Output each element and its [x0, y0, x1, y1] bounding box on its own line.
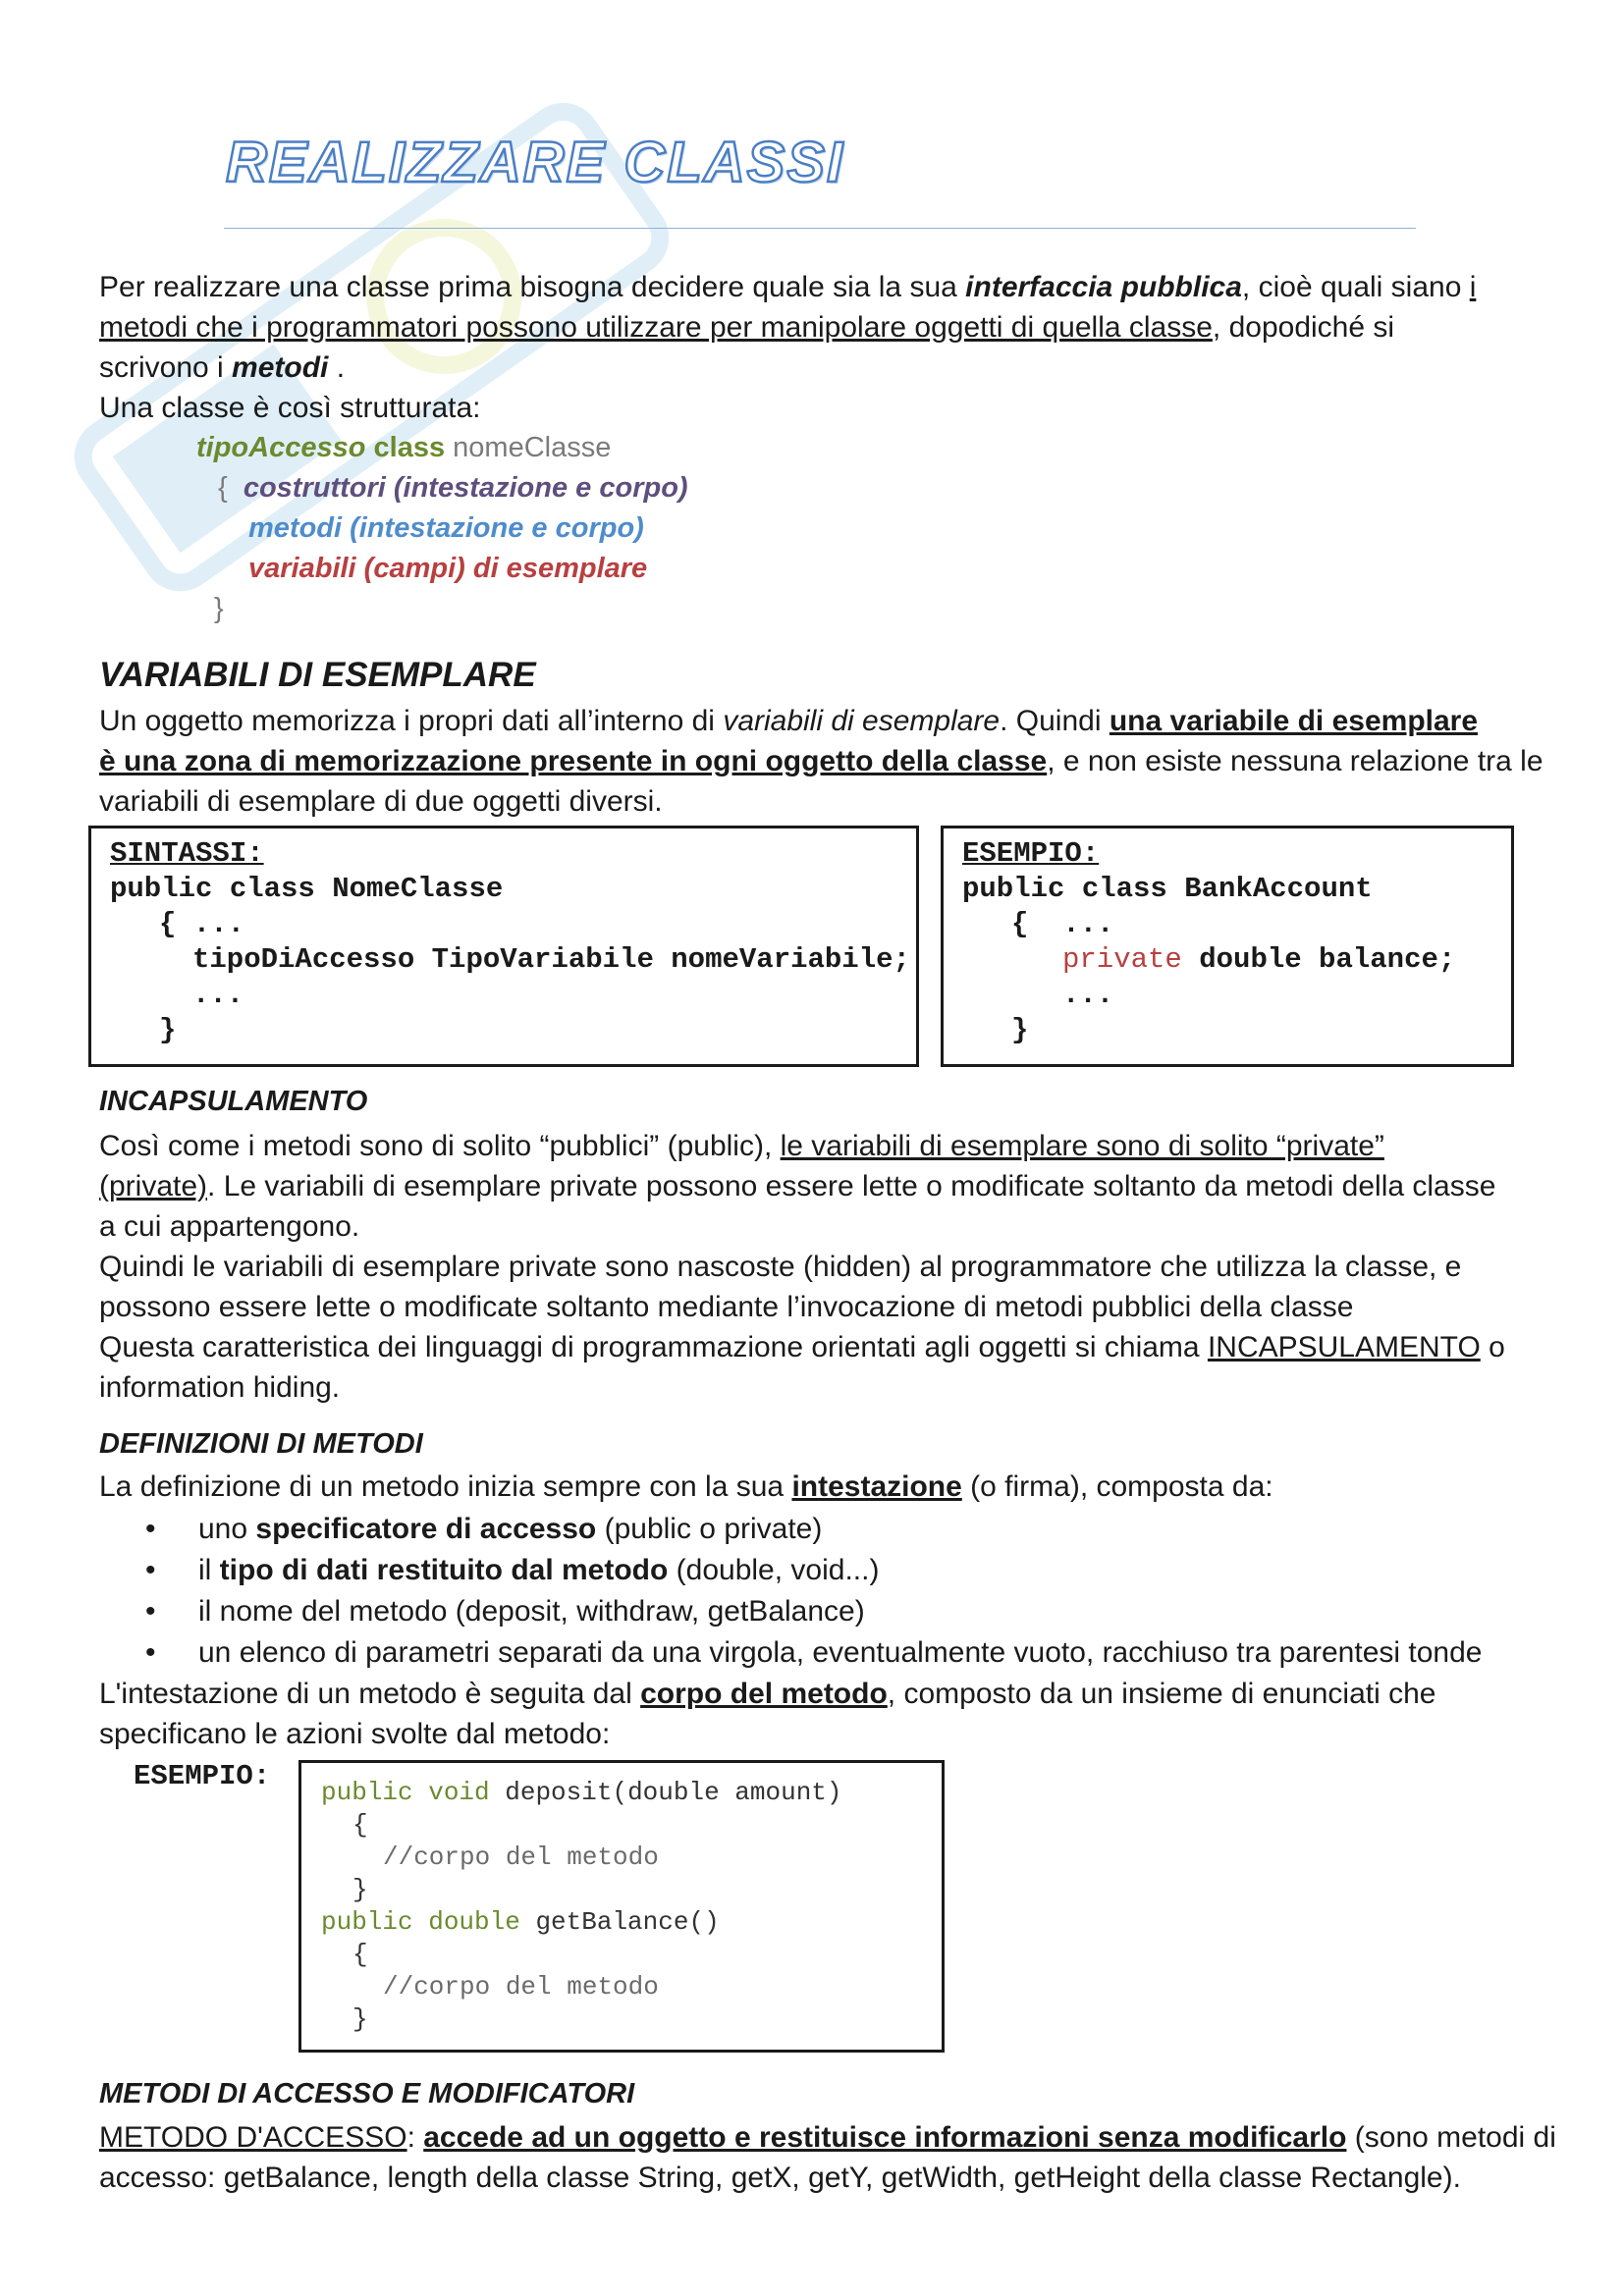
section2-line-4: Quindi le variabili di esemplare private sono nascoste (hidden) al programmatore che utilizza la classe, e: [99, 1251, 1462, 1283]
section1-line-2: è una zona di memorizzazione presente in ogni oggetto della classe, e non esiste nessuna relazione tra le: [99, 745, 1543, 777]
section2-line-1: Così come i metodi sono di solito “pubblici” (public), le variabili di esemplare sono di solito “private”: [99, 1130, 1384, 1162]
example-line-3: private double balance;: [1062, 943, 1456, 976]
code-line-5: public double getBalance(): [321, 1907, 720, 1937]
heading-metodi-accesso: METODI DI ACCESSO E MODIFICATORI: [99, 2078, 635, 2109]
syntax-line-2: { ...: [159, 908, 245, 940]
intro-line-3: scrivono i metodi .: [99, 351, 346, 384]
title-divider: [224, 228, 1416, 229]
structure-methods: metodi (intestazione e corpo): [248, 512, 644, 544]
list-item: • uno specificatore di accesso (public o private): [145, 1509, 1482, 1550]
code-line-7: //corpo del metodo: [383, 1972, 659, 2002]
structure-close: }: [214, 593, 224, 624]
example-line-1: public class BankAccount: [962, 873, 1373, 905]
structure-constructors: { costruttori (intestazione e corpo): [218, 472, 688, 504]
list-item: • il tipo di dati restituito dal metodo (double, void...): [145, 1550, 1482, 1591]
list-item: • il nome del metodo (deposit, withdraw, getBalance): [145, 1591, 1482, 1632]
section1-line-1: Un oggetto memorizza i propri dati all’interno di variabili di esemplare. Quindi una variabile di esemplare: [99, 705, 1479, 737]
syntax-line-1: public class NomeClasse: [110, 873, 504, 905]
syntax-label: SINTASSI:: [110, 837, 264, 870]
structure-header: tipoAccesso class nomeClasse: [196, 432, 612, 463]
section2-line-3: a cui appartengono.: [99, 1210, 360, 1243]
syntax-line-5: }: [159, 1014, 177, 1046]
section2-line-6: Questa caratteristica dei linguaggi di programmazione orientati agli oggetti si chiama INCAPSULAMENTO o: [99, 1331, 1505, 1363]
section2-line-2: (private). Le variabili di esemplare private possono essere lette o modificate soltanto da metodi della classe: [99, 1170, 1496, 1202]
syntax-line-3: tipoDiAccesso TipoVariabile nomeVariabile;: [192, 943, 910, 976]
section4-line-2: accesso: getBalance, length della classe String, getX, getY, getWidth, getHeight della classe Rectangle).: [99, 2162, 1461, 2194]
method-header-parts-list: [145, 1509, 1482, 1674]
code-line-8: }: [352, 2004, 368, 2034]
example-label: ESEMPIO:: [962, 837, 1100, 870]
structure-fields: variabili (campi) di esemplare: [248, 553, 648, 584]
example-line-5: }: [1011, 1014, 1029, 1046]
heading-incapsulamento: INCAPSULAMENTO: [99, 1086, 368, 1117]
syntax-line-4: ...: [192, 979, 244, 1011]
section2-line-5: possono essere lette o modificate soltanto mediante l’invocazione di metodi pubblici della classe: [99, 1291, 1354, 1323]
code-line-1: public void deposit(double amount): [321, 1778, 842, 1807]
section4-line-1: METODO D'ACCESSO: accede ad un oggetto e restituisce informazioni senza modificarlo (sono metodi di: [99, 2121, 1556, 2154]
code-line-6: {: [352, 1940, 368, 1969]
list-item: • un elenco di parametri separati da una virgola, eventualmente vuoto, racchiuso tra parentesi tonde: [145, 1632, 1482, 1674]
code-line-3: //corpo del metodo: [383, 1842, 659, 1872]
section3-line-2: L'intestazione di un metodo è seguita dal corpo del metodo, composto da un insieme di enunciati che: [99, 1678, 1436, 1710]
intro-line-2: metodi che i programmatori possono utilizzare per manipolare oggetti di quella classe, dopodiché si: [99, 311, 1395, 344]
intro-line-1: Per realizzare una classe prima bisogna decidere quale sia la sua interfaccia pubblica, cioè quali siano i: [99, 271, 1477, 303]
section3-line-1: La definizione di un metodo inizia sempre con la sua intestazione (o firma), composta da:: [99, 1470, 1273, 1503]
intro-line-4: Una classe è così strutturata:: [99, 392, 481, 424]
code-line-2: {: [352, 1810, 368, 1840]
example-line-2: { ...: [1011, 908, 1114, 940]
section3-line-3: specificano le azioni svolte dal metodo:: [99, 1718, 611, 1750]
code-line-4: }: [352, 1875, 368, 1904]
page-title: REALIZZARE CLASSI: [226, 131, 845, 194]
code-example-label: ESEMPIO:: [134, 1760, 271, 1792]
example-line-4: ...: [1062, 979, 1114, 1011]
heading-variabili-esemplare: VARIABILI DI ESEMPLARE: [99, 656, 536, 694]
section2-line-7: information hiding.: [99, 1371, 341, 1404]
heading-definizioni-metodi: DEFINIZIONI DI METODI: [99, 1428, 423, 1460]
section1-line-3: variabili di esemplare di due oggetti diversi.: [99, 785, 663, 818]
